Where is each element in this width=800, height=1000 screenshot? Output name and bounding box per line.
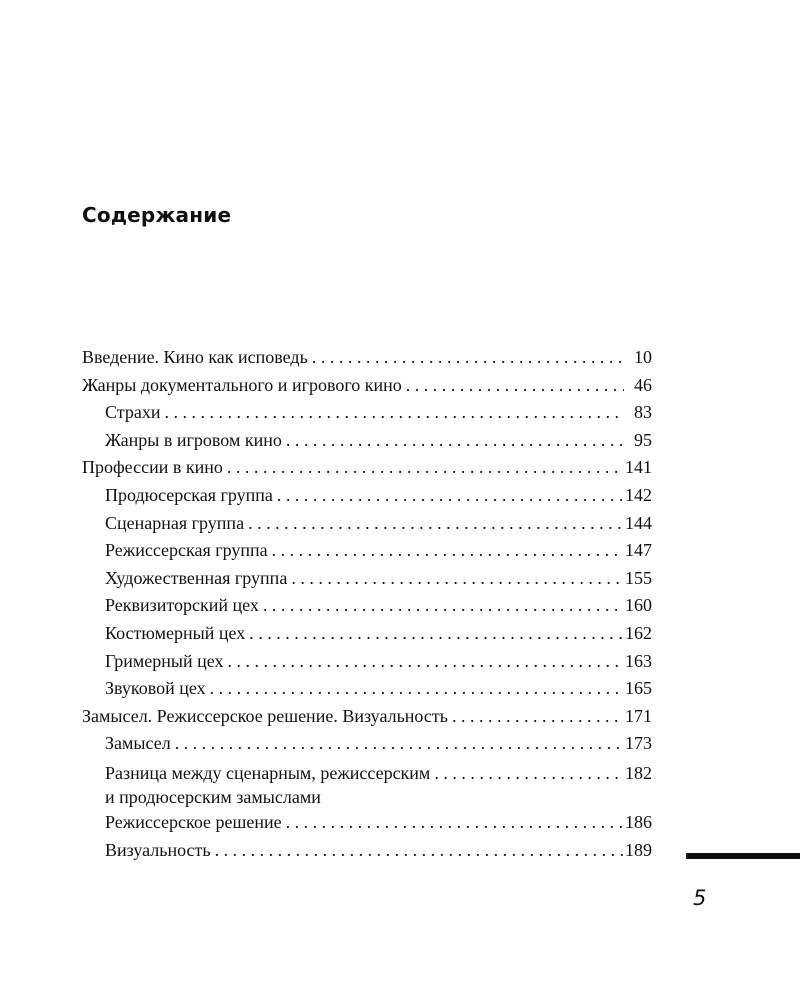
dot-leader (448, 703, 624, 731)
toc-entry-page: 144 (625, 512, 652, 533)
dot-leader (268, 537, 624, 565)
toc-entry-genres[interactable] (82, 372, 652, 400)
toc-entry-title: Жанры в игровом кино (105, 429, 282, 450)
toc-entry-title: Введение. Кино как исповедь (82, 347, 308, 367)
toc-entry-title: Профессии в кино (82, 457, 223, 478)
dot-leader (430, 760, 624, 788)
dot-leader (245, 620, 624, 648)
toc-entry-professions[interactable] (82, 454, 652, 482)
dot-leader (211, 837, 624, 865)
toc-entry-page: 162 (625, 622, 652, 643)
toc-entry-page: 182 (625, 762, 652, 783)
toc-entry-page: 163 (625, 650, 652, 671)
dot-leader (402, 372, 624, 400)
toc-entry-page: 46 (634, 374, 652, 395)
toc-subentry-art-group[interactable] (82, 565, 652, 593)
toc-entry-page: 160 (625, 595, 652, 616)
toc-entry-title: Звуковой цех (105, 678, 206, 699)
toc-entry-page: 186 (625, 811, 652, 832)
toc-entry-page: 147 (625, 540, 652, 561)
dot-leader (223, 454, 624, 482)
toc-entry-page: 141 (625, 457, 652, 478)
toc-subentry-sound-department[interactable] (82, 675, 652, 703)
toc-entry-title: Режиссерское решение (105, 811, 282, 832)
dot-leader (206, 675, 624, 703)
toc-entry-title: Режиссерская группа (105, 540, 268, 561)
dot-leader (224, 648, 624, 676)
dot-leader (287, 565, 624, 593)
table-of-contents (82, 344, 652, 864)
toc-entry-title: Художественная группа (105, 567, 288, 588)
toc-subentry-costume-department[interactable] (82, 620, 652, 648)
toc-entry-page: 142 (625, 484, 652, 505)
toc-entry-title: Страхи (105, 402, 161, 423)
page-number: 5 (693, 886, 707, 910)
toc-entry-title: Сценарная группа (105, 512, 245, 533)
dot-leader (259, 592, 624, 620)
toc-entry-introduction[interactable] (82, 344, 652, 372)
toc-entry-title: Гримерный цех (105, 650, 224, 671)
toc-entry-page: 189 (625, 839, 652, 860)
toc-subentry-props-department[interactable] (82, 592, 652, 620)
toc-subentry-director-decision[interactable] (82, 809, 652, 837)
toc-entry-title-line: Разница между сценарным, режиссерским (105, 762, 431, 783)
toc-entry-page: 165 (625, 678, 652, 699)
toc-subentry-screenplay-group[interactable] (82, 510, 652, 538)
dot-leader (308, 344, 624, 372)
toc-subentry-feature-genres[interactable] (82, 427, 652, 455)
toc-entry-title: Продюсерская группа (105, 484, 273, 505)
toc-entry-title: Замысел (105, 733, 171, 754)
toc-subentry-idea[interactable] (82, 730, 652, 758)
dot-leader (160, 399, 624, 427)
toc-entry-title: Костюмерный цех (105, 622, 246, 643)
toc-subentry-makeup-department[interactable] (82, 648, 652, 676)
toc-entry-page: 171 (625, 705, 652, 726)
toc-entry-title: Реквизиторский цех (105, 595, 259, 616)
toc-entry-page: 155 (625, 567, 652, 588)
toc-subentry-producer-group[interactable] (82, 482, 652, 510)
toc-subentry-fears[interactable] (82, 399, 652, 427)
dot-leader (244, 510, 624, 538)
toc-entry-title-line: и продюсерским замыслами (105, 786, 321, 807)
dot-leader (282, 809, 624, 837)
page-title: Содержание (82, 203, 232, 227)
toc-entry-page: 173 (625, 733, 652, 754)
toc-entry-title: Визуальность (105, 839, 211, 860)
dot-leader (171, 730, 624, 758)
toc-entry-page: 83 (634, 402, 652, 423)
toc-entry-page: 10 (634, 347, 652, 367)
toc-entry-title: Жанры документального и игрового кино (82, 374, 402, 395)
dot-leader (282, 427, 624, 455)
toc-subentry-visuality[interactable] (82, 837, 652, 865)
toc-entry-page: 95 (634, 429, 652, 450)
toc-subentry-director-group[interactable] (82, 537, 652, 565)
dot-leader (273, 482, 624, 510)
toc-entry-title (105, 761, 430, 809)
toc-entry-concept[interactable] (82, 703, 652, 731)
page-edge-rule (686, 853, 800, 859)
toc-subentry-difference-of-ideas[interactable] (82, 758, 652, 809)
toc-entry-title: Замысел. Режиссерское решение. Визуальность (82, 705, 448, 726)
